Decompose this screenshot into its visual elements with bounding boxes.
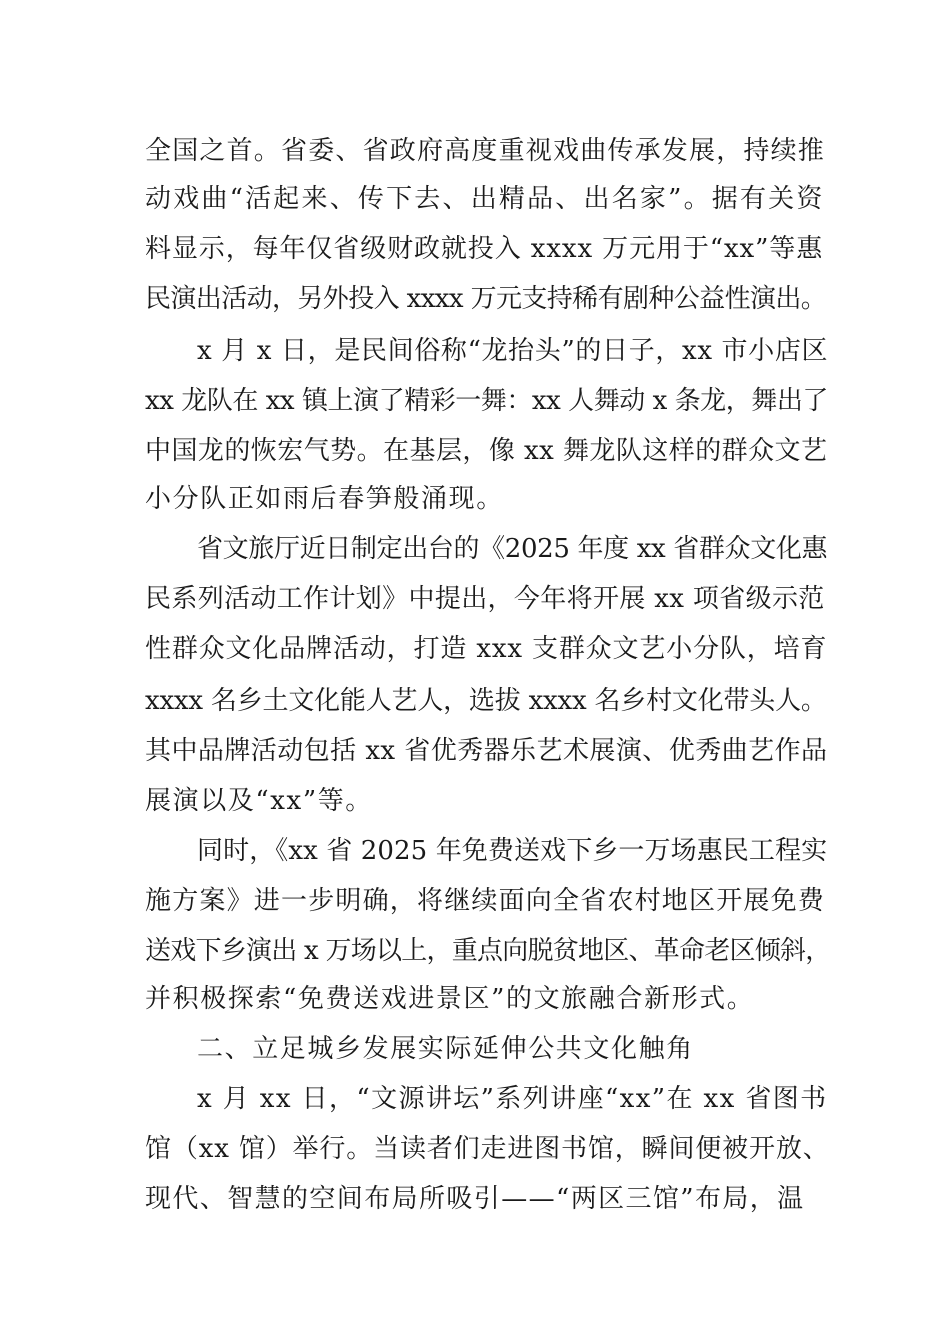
text-line: 馆（xx 馆）举行。当读者们走进图书馆，瞬间便被开放、 (145, 1134, 830, 1164)
text-line: 动戏曲“活起来、传下去、出精品、出名家”。据有关资 (145, 184, 825, 214)
text-line: 现代、智慧的空间布局所吸引——“两区三馆”布局，温 (145, 1184, 805, 1214)
text-line: xx 龙队在 xx 镇上演了精彩一舞：xx 人舞动 x 条龙，舞出了 (145, 386, 828, 416)
paragraph-first-line: 省文旅厅近日制定出台的《2025 年度 xx 省群众文化惠 (197, 534, 828, 564)
text-line: 中国龙的恢宏气势。在基层，像 xx 舞龙队这样的群众文艺 (145, 436, 828, 466)
text-line: 并积极探索“免费送戏进景区”的文旅融合新形式。 (145, 984, 755, 1014)
text-line: 施方案》进一步明确，将继续面向全省农村地区开展免费 (145, 886, 826, 916)
section-heading: 二、立足城乡发展实际延伸公共文化触角 (197, 1034, 694, 1064)
text-line: 料显示，每年仅省级财政就投入 xxxx 万元用于“xx”等惠 (145, 234, 824, 264)
text-line: 展演以及“xx”等。 (145, 786, 373, 816)
text-line: 民系列活动工作计划》中提出，今年将开展 xx 项省级示范 (145, 584, 825, 614)
text-line: 其中品牌活动包括 xx 省优秀器乐艺术展演、优秀曲艺作品 (145, 736, 828, 766)
text-line: xxxx 名乡土文化能人艺人，选拔 xxxx 名乡村文化带头人。 (145, 686, 827, 716)
text-line: 民演出活动，另外投入 xxxx 万元支持稀有剧种公益性演出。 (145, 284, 827, 314)
paragraph-first-line: 同时，《xx 省 2025 年免费送戏下乡一万场惠民工程实 (197, 836, 828, 866)
paragraph-first-line: x 月 xx 日，“文源讲坛”系列讲座“xx”在 xx 省图书 (197, 1084, 828, 1114)
text-line: 小分队正如雨后春笋般涌现。 (145, 484, 504, 514)
paragraph-first-line: x 月 x 日，是民间俗称“龙抬头”的日子，xx 市小店区 (197, 336, 829, 366)
text-line: 全国之首。省委、省政府高度重视戏曲传承发展，持续推 (145, 136, 826, 166)
text-line: 送戏下乡演出 x 万场以上，重点向脱贫地区、革命老区倾斜， (145, 936, 831, 966)
text-line: 性群众文化品牌活动，打造 xxx 支群众文艺小分队，培育 (145, 634, 828, 664)
